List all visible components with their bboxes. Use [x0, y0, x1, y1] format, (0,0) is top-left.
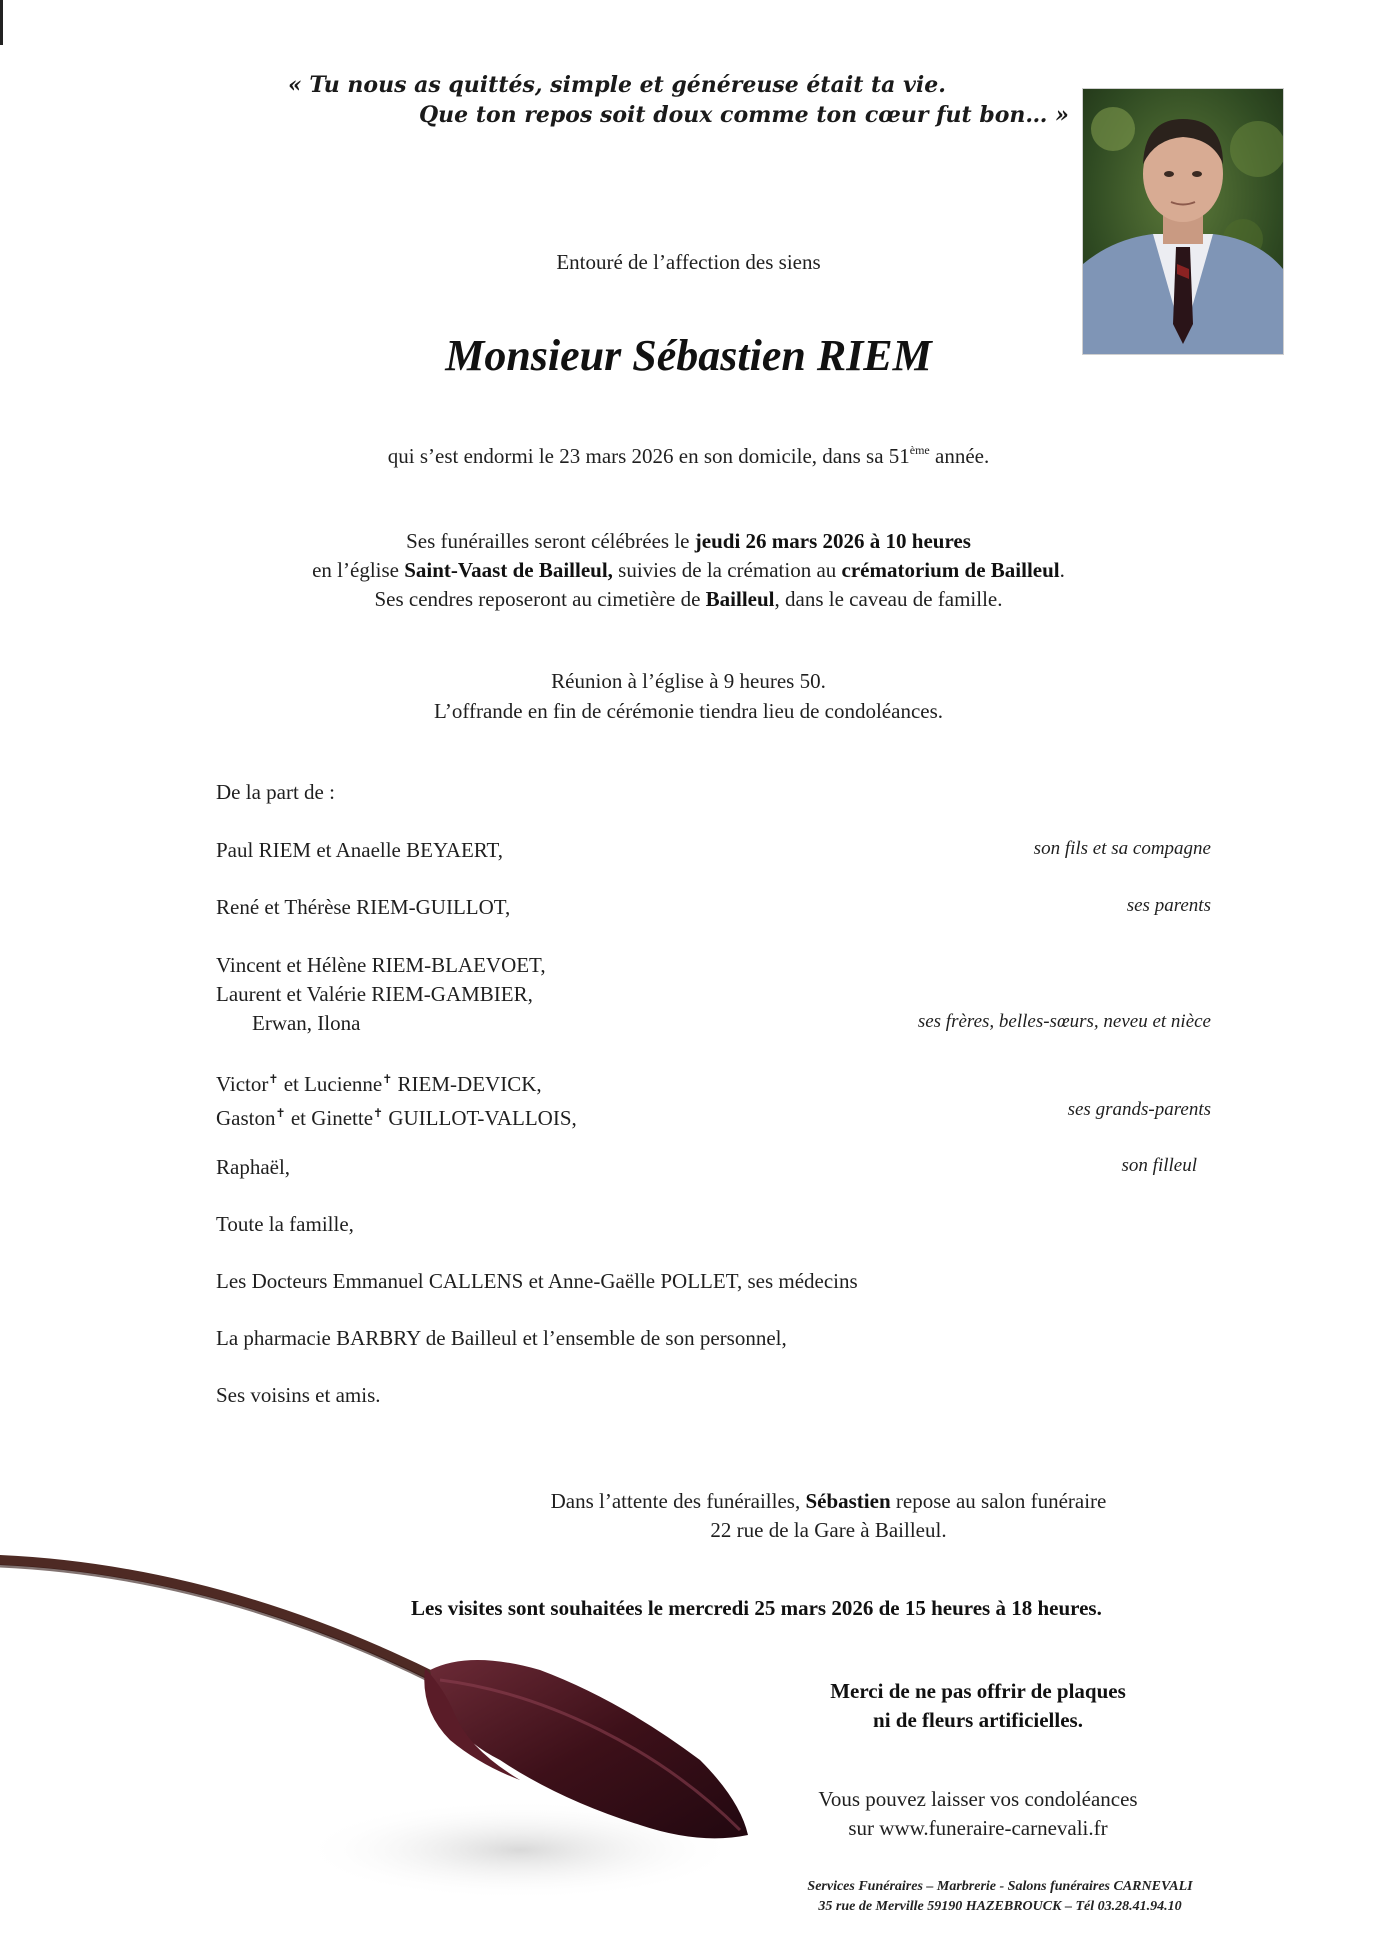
family-grandparents: Victor✝ et Lucienne✝ RIEM-DEVICK, Gaston✝ et Ginette✝ GUILLOT-VALLOIS,	[216, 1072, 577, 1130]
scan-edge	[0, 0, 3, 45]
rest-info: Dans l’attente des funérailles, Sébastien repose au salon funéraire 22 rue de la Gare à Bailleul.	[550, 1489, 1107, 1542]
no-plaques-notice: Merci de ne pas offrir de plaques ni de fleurs artificielles.	[830, 1679, 1126, 1732]
family-doctors: Les Docteurs Emmanuel CALLENS et Anne-Gaëlle POLLET, ses médecins	[216, 1269, 858, 1293]
family-header: De la part de :	[216, 780, 335, 804]
meeting-line-2: L’offrande en fin de cérémonie tiendra lieu de condoléances.	[433, 699, 944, 723]
relation-son: son fils et sa compagne	[1033, 838, 1211, 859]
family-all: Toute la famille,	[216, 1212, 354, 1236]
family-son: Paul RIEM et Anaelle BEYAERT,	[216, 838, 504, 862]
deceased-name: Monsieur Sébastien RIEM	[445, 331, 932, 380]
condolences-info: Vous pouvez laisser vos condoléances sur www.funeraire-carnevali.fr	[760, 1785, 1196, 1843]
meeting-line-1: Réunion à l’église à 9 heures 50.	[551, 669, 826, 693]
intro-text: Entouré de l’affection des siens	[556, 250, 821, 274]
relation-parents: ses parents	[1126, 895, 1211, 916]
relation-siblings: ses frères, belles-sœurs, neveu et nièce	[917, 1011, 1211, 1032]
quote-line-2: Que ton repos soit doux comme ton cœur fut bon… »	[419, 102, 1069, 128]
family-neighbors: Ses voisins et amis.	[216, 1383, 381, 1407]
calla-lily-illustration	[0, 1500, 780, 1920]
meeting-info	[0, 666, 1377, 726]
family-siblings: Vincent et Hélène RIEM-BLAEVOET, Laurent et Valérie RIEM-GAMBIER, Erwan, Ilona	[216, 953, 546, 1035]
family-pharmacy: La pharmacie BARBRY de Bailleul et l’ensemble de son personnel,	[216, 1326, 787, 1350]
family-godson: Raphaël,	[216, 1155, 291, 1179]
relation-grandparents: ses grands-parents	[1067, 1099, 1211, 1120]
funeral-details: Ses funérailles seront célébrées le jeudi 26 mars 2026 à 10 heures en l’église Saint-Vaast de Bailleul, suivies de la crémation au crématorium de Bailleul. Ses cendres reposeront au cimetière de Bailleul, dans le caveau de famille.	[312, 529, 1065, 611]
visits-info: Les visites sont souhaitées le mercredi 25 mars 2026 de 15 heures à 18 heures.	[411, 1596, 1102, 1620]
condolences-website: sur www.funeraire-carnevali.fr	[848, 1816, 1108, 1840]
quote-line-1: « Tu nous as quittés, simple et généreuse était ta vie.	[288, 72, 946, 98]
funeral-services-footer: Services Funéraires – Marbrerie - Salons funéraires CARNEVALI 35 rue de Merville 59190 HAZEBROUCK – Tél 03.28.41.94.10	[807, 1879, 1193, 1914]
family-parents: René et Thérèse RIEM-GUILLOT,	[216, 895, 511, 919]
death-notice: qui s’est endormi le 23 mars 2026 en son domicile, dans sa 51ème année.	[387, 443, 990, 468]
relation-godson: son filleul	[1121, 1155, 1197, 1176]
portrait-photo	[1082, 88, 1284, 355]
